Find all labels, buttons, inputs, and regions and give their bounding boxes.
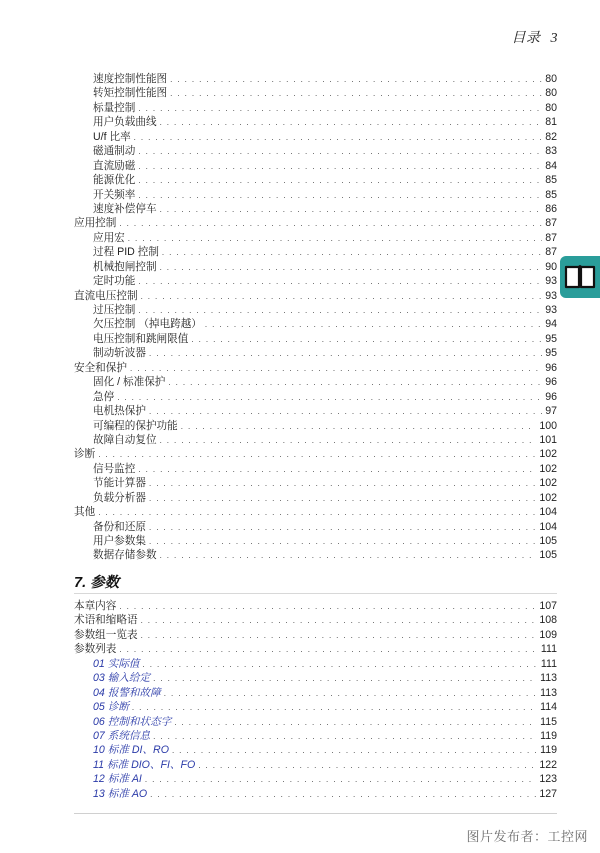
- toc-entry-title: 03 输入给定: [93, 672, 151, 685]
- toc-entry-page: 90: [545, 260, 557, 273]
- toc-entry[interactable]: [74, 317, 557, 331]
- toc-entry[interactable]: [74, 231, 557, 245]
- toc-entry-page: 105: [539, 549, 557, 562]
- toc-dot-leader: [160, 433, 537, 448]
- toc-dot-leader: [98, 505, 536, 520]
- footer-rule: [74, 813, 557, 814]
- toc-entry[interactable]: [74, 72, 557, 86]
- toc-dot-leader: [98, 447, 536, 462]
- toc-dot-leader: [162, 245, 542, 260]
- toc-entry[interactable]: [74, 404, 557, 418]
- toc-entry-page: 119: [540, 744, 557, 757]
- toc-dot-leader: [130, 361, 542, 376]
- toc-entry-page: 81: [545, 116, 557, 129]
- toc-dot-leader: [174, 715, 537, 730]
- toc-dot-leader: [132, 700, 537, 715]
- toc-dot-leader: [172, 743, 537, 758]
- header-page-number: 3: [550, 31, 558, 46]
- toc-entry-title: 应用控制: [74, 217, 117, 230]
- toc-entry-title: 用户负载曲线: [93, 116, 157, 129]
- toc-entry-title: 06 控制和状态字: [93, 715, 172, 728]
- toc-entry-page: 93: [545, 275, 557, 288]
- toc-entry-page: 119: [540, 729, 557, 742]
- toc-entry[interactable]: [74, 447, 557, 461]
- toc-entry-page: 109: [539, 628, 557, 641]
- toc-entry-title: 诊断: [74, 448, 96, 461]
- toc-dot-leader: [119, 599, 536, 614]
- toc-entry[interactable]: [74, 700, 557, 714]
- toc-entry-title: 节能计算器: [93, 477, 146, 490]
- toc-dot-leader: [141, 289, 543, 304]
- toc-dot-leader: [191, 332, 542, 347]
- toc-entry-title: 转矩控制性能图: [93, 87, 168, 100]
- toc-entry-title: 其他: [74, 506, 96, 519]
- toc-entry[interactable]: [74, 245, 557, 259]
- section-title: 7. 参数: [74, 575, 120, 591]
- toc-dot-leader: [138, 303, 542, 318]
- toc-entry-title: 标量控制: [93, 101, 136, 114]
- toc-entry-page: 95: [545, 332, 557, 345]
- toc-entry[interactable]: [74, 86, 557, 100]
- toc-entry[interactable]: [74, 491, 557, 505]
- toc-list-part-1: [74, 72, 557, 563]
- toc-entry-title: 磁通制动: [93, 145, 136, 158]
- toc-entry[interactable]: [74, 390, 557, 404]
- toc-entry-page: 113: [540, 686, 557, 699]
- toc-entry-title: 直流电压控制: [74, 289, 138, 302]
- toc-entry-title: 12 标准 AI: [93, 773, 142, 786]
- toc-entry-title: U/f 比率: [93, 130, 131, 143]
- toc-entry-page: 87: [545, 246, 557, 259]
- open-book-icon: [564, 264, 596, 290]
- toc-dot-leader: [153, 671, 537, 686]
- toc-dot-leader: [160, 548, 537, 563]
- toc-entry[interactable]: [74, 419, 557, 433]
- toc-entry[interactable]: [74, 130, 557, 144]
- toc-entry-title: 可编程的保护功能: [93, 419, 178, 432]
- toc-entry-title: 开关频率: [93, 188, 136, 201]
- toc-entry-title: 04 报警和故障: [93, 686, 161, 699]
- toc-entry[interactable]: [74, 715, 557, 729]
- toc-entry-page: 102: [539, 462, 557, 475]
- toc-entry-title: 用户参数集: [93, 535, 146, 547]
- book-tab[interactable]: [560, 256, 600, 298]
- toc-entry-title: 负载分析器: [93, 491, 146, 504]
- toc-entry[interactable]: [74, 599, 557, 613]
- toc-entry-page: 105: [539, 535, 557, 547]
- toc-entry-title: 直流励磁: [93, 159, 136, 172]
- toc-entry-page: 122: [539, 758, 557, 771]
- toc-entry-page: 102: [539, 491, 557, 504]
- toc-entry-title: 急停: [93, 390, 115, 403]
- toc-entry-title: 13 标准 AO: [93, 787, 148, 800]
- toc-entry[interactable]: [74, 144, 557, 158]
- toc-entry[interactable]: [74, 686, 557, 700]
- toc-entry-page: 114: [540, 701, 557, 714]
- toc-entry-title: 电机热保护: [93, 405, 146, 418]
- toc-entry-title: 01 实际值: [93, 657, 140, 670]
- toc-entry-page: 97: [545, 405, 557, 418]
- toc-entry-page: 93: [545, 289, 557, 302]
- toc-entry-page: 104: [539, 520, 557, 533]
- toc-entry[interactable]: [74, 173, 557, 187]
- toc-entry-page: 87: [545, 231, 557, 244]
- toc-entry-title: 05 诊断: [93, 701, 129, 714]
- toc-entry[interactable]: [74, 274, 557, 288]
- toc-entry-page: 94: [545, 318, 557, 331]
- toc-dot-leader: [141, 628, 537, 643]
- toc-entry-page: 108: [539, 614, 557, 627]
- toc-entry-title: 机械抱闸控制: [93, 260, 157, 273]
- toc-entry-title: 本章内容: [74, 600, 117, 612]
- toc-entry-page: 127: [539, 787, 557, 800]
- toc-entry-page: 87: [545, 217, 557, 230]
- toc-entry-page: 100: [539, 419, 557, 432]
- toc-entry-page: 104: [539, 506, 557, 519]
- toc-entry[interactable]: [74, 332, 557, 346]
- toc-entry-title: 10 标准 DI、RO: [93, 744, 169, 757]
- toc-dot-leader: [141, 613, 537, 628]
- toc-dot-leader: [117, 390, 542, 405]
- toc-entry[interactable]: [74, 613, 557, 627]
- toc-entry-page: 82: [545, 130, 557, 143]
- toc-dot-leader: [138, 173, 542, 188]
- toc-dot-leader: [138, 101, 542, 116]
- toc-entry[interactable]: [74, 375, 557, 389]
- toc-dot-leader: [150, 787, 536, 802]
- toc-entry-page: 102: [539, 448, 557, 461]
- toc-entry[interactable]: [74, 534, 557, 548]
- toc-entry-page: 113: [540, 672, 557, 685]
- toc-entry[interactable]: [74, 462, 557, 476]
- toc-dot-leader: [138, 462, 536, 477]
- toc-entry[interactable]: [74, 260, 557, 274]
- toc-entry-page: 96: [545, 390, 557, 403]
- toc-entry[interactable]: [74, 115, 557, 129]
- toc-entry[interactable]: [74, 289, 557, 303]
- toc-entry[interactable]: [74, 642, 557, 656]
- toc-entry-title: 术语和缩略语: [74, 614, 138, 627]
- toc-entry-page: 95: [545, 347, 557, 360]
- toc-entry[interactable]: [74, 671, 557, 685]
- toc-entry-title: 制动斩波器: [93, 347, 146, 360]
- toc-dot-leader: [138, 144, 542, 159]
- toc-dot-leader: [149, 491, 536, 506]
- toc-entry-title: 过程 PID 控制: [93, 246, 159, 259]
- toc-list-part-2: [74, 599, 557, 801]
- toc-entry[interactable]: [74, 159, 557, 173]
- toc-entry[interactable]: [74, 202, 557, 216]
- toc-entry-page: 96: [545, 361, 557, 374]
- toc-entry-title: 07 系统信息: [93, 729, 151, 742]
- toc-entry[interactable]: [74, 743, 557, 757]
- toc-dot-leader: [160, 202, 543, 217]
- toc-entry-title: 过压控制: [93, 304, 136, 316]
- toc-dot-leader: [181, 419, 537, 434]
- toc-entry[interactable]: [74, 657, 557, 671]
- toc-entry-title: 安全和保护: [74, 361, 127, 374]
- toc-dot-leader: [145, 772, 536, 787]
- toc-entry-page: 107: [539, 600, 557, 612]
- toc-dot-leader: [149, 476, 536, 491]
- toc-entry-page: 96: [545, 376, 557, 389]
- toc-entry-title: 11 标准 DIO、FI、FO: [93, 758, 196, 771]
- toc-entry-page: 85: [545, 174, 557, 187]
- toc-entry[interactable]: [74, 505, 557, 519]
- toc-dot-leader: [205, 317, 542, 332]
- toc-entry-page: 123: [539, 773, 557, 786]
- toc-entry-title: 定时功能: [93, 275, 136, 288]
- toc-dot-leader: [160, 260, 543, 275]
- toc-entry-page: 102: [539, 477, 557, 490]
- toc-dot-leader: [138, 188, 542, 203]
- toc-entry[interactable]: [74, 548, 557, 562]
- section-title-rule: [74, 593, 557, 594]
- toc-dot-leader: [119, 642, 538, 657]
- toc-dot-leader: [198, 758, 536, 773]
- toc-entry-title: 数据存储参数: [93, 549, 157, 562]
- toc-entry-page: 80: [545, 73, 557, 85]
- header-label: 目录: [511, 31, 541, 46]
- toc-entry-page: 93: [545, 304, 557, 316]
- toc-dot-leader: [134, 130, 543, 145]
- toc-entry-title: 参数列表: [74, 643, 117, 656]
- toc-entry[interactable]: [74, 303, 557, 317]
- toc-dot-leader: [149, 520, 536, 535]
- toc-entry-title: 能源优化: [93, 174, 136, 187]
- toc-entry[interactable]: [74, 361, 557, 375]
- toc-entry-title: 速度控制性能图: [93, 73, 168, 85]
- toc-entry-title: 欠压控制 （掉电跨越）: [93, 318, 202, 331]
- toc-entry[interactable]: [74, 787, 557, 801]
- toc-entry-title: 应用宏: [93, 231, 125, 244]
- toc-entry-page: 115: [540, 715, 557, 728]
- toc-entry-page: 111: [540, 657, 557, 670]
- toc-entry-title: 固化 / 标准保护: [93, 376, 166, 389]
- toc-entry[interactable]: [74, 628, 557, 642]
- running-header: [512, 27, 559, 47]
- toc-entry-page: 85: [545, 188, 557, 201]
- toc-entry-title: 备份和还原: [93, 520, 146, 533]
- toc-dot-leader: [149, 534, 536, 549]
- toc-dot-leader: [128, 231, 542, 246]
- toc-dot-leader: [164, 686, 537, 701]
- toc-dot-leader: [168, 375, 542, 390]
- toc-dot-leader: [149, 346, 542, 361]
- toc-entry-title: 信号监控: [93, 462, 136, 475]
- toc-entry-page: 83: [545, 145, 557, 158]
- toc-entry-title: 故障自动复位: [93, 433, 157, 446]
- toc-entry[interactable]: [74, 101, 557, 115]
- watermark-text: 图片发布者：工控网: [466, 829, 588, 844]
- toc-entry[interactable]: [74, 188, 557, 202]
- toc-dot-leader: [149, 404, 542, 419]
- toc-entry[interactable]: [74, 476, 557, 490]
- toc-dot-leader: [138, 159, 542, 174]
- toc-entry[interactable]: [74, 772, 557, 786]
- toc-dot-leader: [170, 72, 542, 87]
- toc-entry-page: 111: [540, 643, 557, 656]
- toc-entry-title: 速度补偿停车: [93, 202, 157, 215]
- toc-entry-title: 电压控制和跳闸限值: [93, 332, 189, 345]
- toc-entry-page: 80: [545, 87, 557, 100]
- toc-dot-leader: [153, 729, 537, 744]
- toc-dot-leader: [143, 657, 538, 672]
- toc-entry[interactable]: [74, 758, 557, 772]
- toc-entry-page: 86: [545, 202, 557, 215]
- toc-entry[interactable]: [74, 216, 557, 230]
- toc-dot-leader: [170, 86, 542, 101]
- toc-entry[interactable]: [74, 729, 557, 743]
- toc-entry[interactable]: [74, 433, 557, 447]
- toc-entry[interactable]: [74, 520, 557, 534]
- toc-entry-page: 84: [545, 159, 557, 172]
- toc-dot-leader: [138, 274, 542, 289]
- toc-dot-leader: [119, 216, 542, 231]
- toc-entry-page: 101: [539, 433, 557, 446]
- toc-entry-title: 参数组一览表: [74, 628, 138, 641]
- toc-entry-page: 80: [545, 101, 557, 114]
- toc-entry[interactable]: [74, 346, 557, 360]
- toc-dot-leader: [160, 115, 543, 130]
